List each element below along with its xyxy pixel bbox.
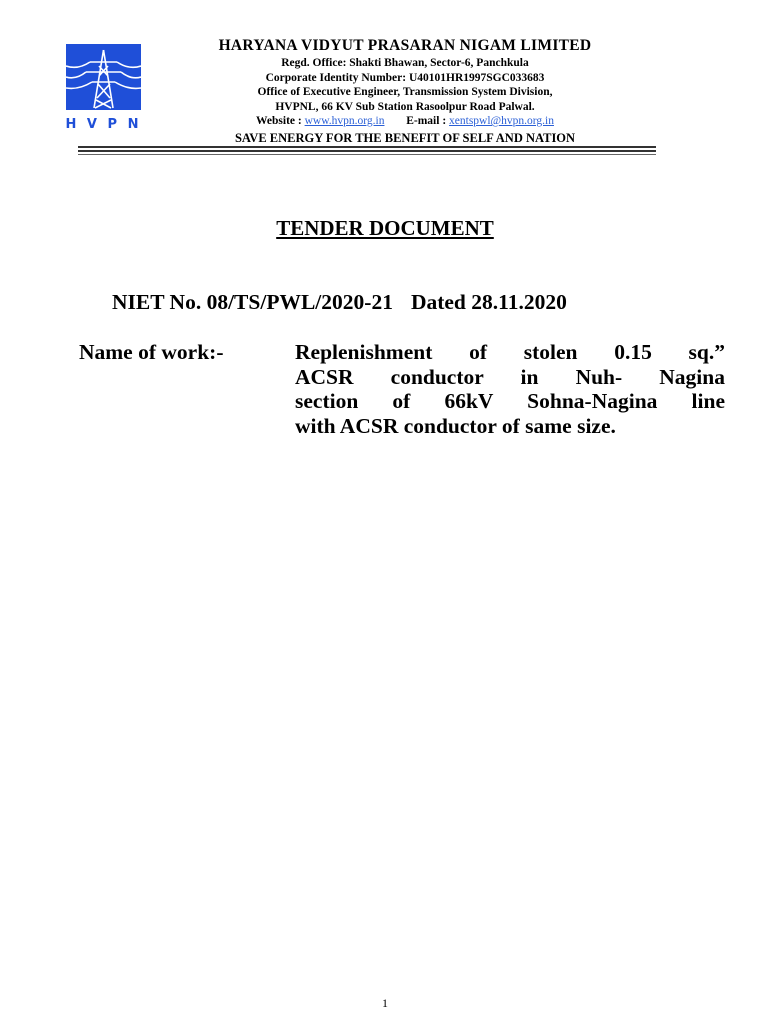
slogan: SAVE ENERGY FOR THE BENEFIT OF SELF AND NATION: [234, 130, 576, 145]
office-address: HVPNL, 66 KV Sub Station Rasoolpur Road Palwal.: [275, 100, 535, 113]
office-name: Office of Executive Engineer, Transmission System Division,: [257, 86, 553, 98]
svg-text:H V P N: H V P N: [66, 117, 141, 132]
hvpn-logo: [66, 44, 141, 134]
document-title: [0, 216, 770, 241]
registered-office: Regd. Office: Shakti Bhawan, Sector-6, Panchkula: [281, 57, 529, 69]
document-title-text: TENDER DOCUMENT: [276, 216, 494, 240]
niet-line: [112, 290, 567, 315]
website-label: Website :: [256, 115, 302, 127]
website-link[interactable]: www.hvpn.org.in: [304, 115, 385, 127]
corporate-identity-number: Corporate Identity Number: U40101HR1997SGC033683: [265, 71, 545, 84]
work-description: [295, 340, 725, 438]
work-description-line: ACSR conductor in Nuh- Nagina: [295, 364, 725, 389]
work-name-label: Name of work:-: [79, 340, 224, 364]
header-divider: [78, 146, 656, 148]
contact-line: [150, 114, 660, 129]
page-number: 1: [382, 996, 388, 1010]
work-description-line: with ACSR conductor of same size.: [295, 413, 616, 438]
work-description-line: Replenishment of stolen 0.15 sq.”: [295, 340, 725, 364]
header-divider: [78, 150, 656, 152]
transmission-tower-icon: [66, 44, 141, 134]
header-divider: [78, 154, 656, 155]
email-label: E-mail :: [406, 115, 447, 127]
organization-name: HARYANA VIDYUT PRASARAN NIGAM LIMITED: [218, 37, 592, 54]
niet-number: NIET No. 08/TS/PWL/2020-21: [112, 290, 393, 314]
work-description-line: section of 66kV Sohna-Nagina line: [295, 389, 725, 413]
email-link[interactable]: xentspwl@hvpn.org.in: [449, 115, 554, 127]
letterhead: [150, 36, 660, 146]
niet-date: Dated 28.11.2020: [410, 290, 567, 314]
